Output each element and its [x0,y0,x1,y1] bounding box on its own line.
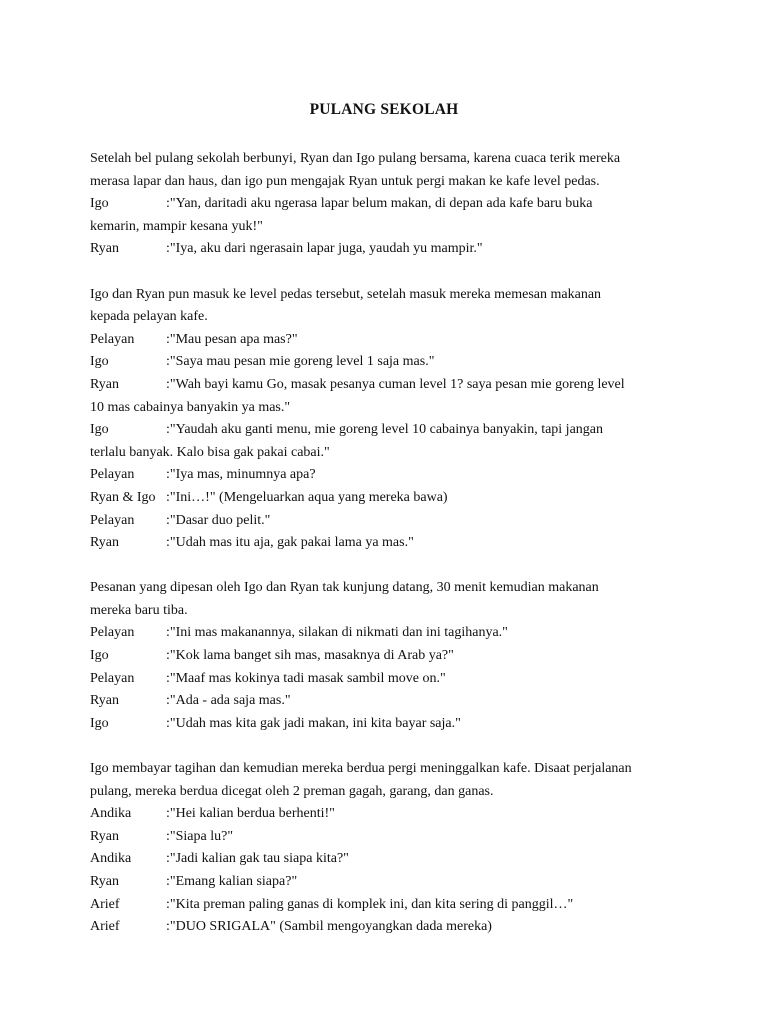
speaker-name: Igo [90,422,109,438]
speaker-separator: : [166,422,170,438]
dialogue-text: "Kita preman paling ganas di komplek ini, dan kita sering di panggil…" [169,896,574,912]
paragraph-line: Setelah bel pulang sekolah berbunyi, Ryan dan Igo pulang bersama, karena cuaca terik mereka [90,151,621,166]
narrative-paragraph [90,284,690,329]
paragraph-line: Pesanan yang dipesan oleh Igo dan Ryan tak kunjung datang, 30 menit kemudian makanan [90,580,599,596]
dialogue-first-line [90,329,690,352]
speaker-separator: : [166,625,170,641]
speaker-separator: : [166,896,170,912]
speaker-name: Ryan [90,376,119,392]
dialogue-line [90,532,690,555]
speaker-separator: : [166,241,170,257]
paragraph-line: pulang, mereka berdua dicegat oleh 2 preman gagah, garang, dan ganas. [90,783,494,799]
paragraph-line: Igo dan Ryan pun masuk ke level pedas tersebut, setelah masuk mereka memesan makanan [90,286,602,302]
dialogue-text: "Kok lama banget sih mas, masaknya di Arab ya?" [169,648,454,664]
dialogue-text: "Iya mas, minumnya apa? [169,467,316,483]
speaker-name: Andika [90,851,132,867]
speaker-separator: : [166,196,170,212]
speaker-name: Arief [90,919,120,935]
dialogue-text: "Yan, daritadi aku ngerasa lapar belum makan, di depan ada kafe baru buka [169,196,593,212]
dialogue-text: "DUO SRIGALA" (Sambil mengoyangkan dada mereka) [169,919,492,935]
speaker-separator: : [166,715,170,731]
document-title: PULANG SEKOLAH [309,101,459,118]
dialogue-text: "Jadi kalian gak tau siapa kita?" [169,851,349,867]
dialogue-line [90,803,690,826]
speaker-separator: : [166,512,170,528]
speaker-name: Igo [90,715,109,731]
speaker-name: Igo [90,354,109,370]
dialogue-text: "Yaudah aku ganti menu, mie goreng level 10 cabainya banyakin, tapi jangan [169,422,604,438]
dialogue-first-line [90,510,690,533]
dialogue-continuation: 10 mas cabainya banyakin ya mas." [90,399,291,415]
paragraph-gap [90,261,690,284]
dialogue-first-line [90,826,690,849]
dialogue-line [90,848,690,871]
speaker-name: Igo [90,648,109,664]
dialogue-text: "Ini mas makanannya, silakan di nikmati dan ini tagihanya." [169,625,508,641]
paragraph-line: merasa lapar dan haus, dan igo pun mengajak Ryan untuk pergi makan ke kafe level pedas. [90,173,600,189]
dialogue-text: "Iya, aku dari ngerasain lapar juga, yaudah yu mampir." [169,241,483,257]
paragraph-line: mereka baru tiba. [90,602,188,618]
speaker-name: Ryan [90,693,119,709]
speaker-name: Pelayan [90,625,135,641]
speaker-name: Pelayan [90,670,135,686]
speaker-separator: : [166,851,170,867]
dialogue-text: "Dasar duo pelit." [169,512,271,528]
speaker-separator: : [166,354,170,370]
speaker-name: Igo [90,196,109,212]
speaker-name: Arief [90,896,120,912]
dialogue-text: "Udah mas kita gak jadi makan, ini kita bayar saja." [169,715,461,731]
speaker-separator: : [166,331,170,347]
dialogue-first-line [90,916,690,939]
paragraph-line: Igo membayar tagihan dan kemudian mereka berdua pergi meninggalkan kafe. Disaat perjalanan [90,761,632,777]
dialogue-line [90,668,690,691]
narrative-paragraph [90,148,690,193]
narrative-paragraph [90,577,690,622]
dialogue-line [90,645,690,668]
speaker-separator: : [166,467,170,483]
dialogue-text: "Emang kalian siapa?" [169,874,298,889]
dialogue-text: "Ada - ada saja mas." [169,693,291,709]
dialogue-line [90,871,690,894]
speaker-name: Pelayan [90,512,135,528]
dialogue-first-line [90,487,690,510]
dialogue-first-line [90,645,690,668]
paragraph-gap [90,555,690,578]
paragraph-gap [90,735,690,758]
dialogue-first-line [90,374,690,397]
speaker-separator: : [166,693,170,709]
dialogue-continuation: kemarin, mampir kesana yuk!" [90,218,263,234]
dialogue-line [90,916,690,939]
dialogue-line [90,351,690,374]
dialogue-line [90,826,690,849]
dialogue-first-line [90,238,690,261]
dialogue-text: "Wah bayi kamu Go, masak pesanya cuman level 1? saya pesan mie goreng level [169,376,625,392]
dialogue-line [90,419,690,464]
speaker-name: Andika [90,806,132,822]
dialogue-first-line [90,193,690,216]
dialogue-text: "Mau pesan apa mas?" [169,331,298,347]
speaker-separator: : [166,806,170,822]
dialogue-first-line [90,848,690,871]
dialogue-first-line [90,690,690,713]
speaker-separator: : [166,489,170,505]
dialogue-first-line [90,871,690,894]
speaker-name: Ryan [90,874,119,889]
dialogue-first-line [90,713,690,736]
narrative-paragraph [90,758,690,803]
dialogue-first-line [90,803,690,826]
dialogue-line [90,713,690,736]
speaker-name: Ryan & Igo [90,489,156,505]
dialogue-text: "Ini…!" (Mengeluarkan aqua yang mereka bawa) [169,489,448,505]
speaker-name: Pelayan [90,467,135,483]
speaker-name: Ryan [90,828,119,844]
paragraph-line: kepada pelayan kafe. [90,309,208,325]
speaker-name: Pelayan [90,331,135,347]
document-body [90,148,690,939]
dialogue-text: "Saya mau pesan mie goreng level 1 saja mas." [169,354,435,370]
speaker-separator: : [166,919,170,935]
dialogue-line [90,510,690,533]
dialogue-first-line [90,894,690,917]
dialogue-line [90,690,690,713]
dialogue-line [90,238,690,261]
speaker-name: Ryan [90,241,119,257]
dialogue-line [90,193,690,238]
dialogue-first-line [90,622,690,645]
speaker-name: Ryan [90,535,119,551]
dialogue-continuation: terlalu banyak. Kalo bisa gak pakai cabai." [90,444,330,460]
dialogue-first-line [90,351,690,374]
speaker-separator: : [166,535,170,551]
dialogue-first-line [90,464,690,487]
dialogue-line [90,487,690,510]
dialogue-text: "Udah mas itu aja, gak pakai lama ya mas." [169,535,414,551]
dialogue-line [90,464,690,487]
dialogue-line [90,374,690,419]
dialogue-text: "Maaf mas kokinya tadi masak sambil move on." [169,670,446,686]
speaker-separator: : [166,670,170,686]
dialogue-first-line [90,668,690,691]
speaker-separator: : [166,648,170,664]
dialogue-first-line [90,419,690,442]
dialogue-text: "Siapa lu?" [169,828,234,844]
dialogue-first-line [90,532,690,555]
dialogue-line [90,622,690,645]
speaker-separator: : [166,828,170,844]
dialogue-line [90,894,690,917]
speaker-separator: : [166,376,170,392]
dialogue-line [90,329,690,352]
dialogue-text: "Hei kalian berdua berhenti!" [169,806,335,822]
speaker-separator: : [166,874,170,889]
